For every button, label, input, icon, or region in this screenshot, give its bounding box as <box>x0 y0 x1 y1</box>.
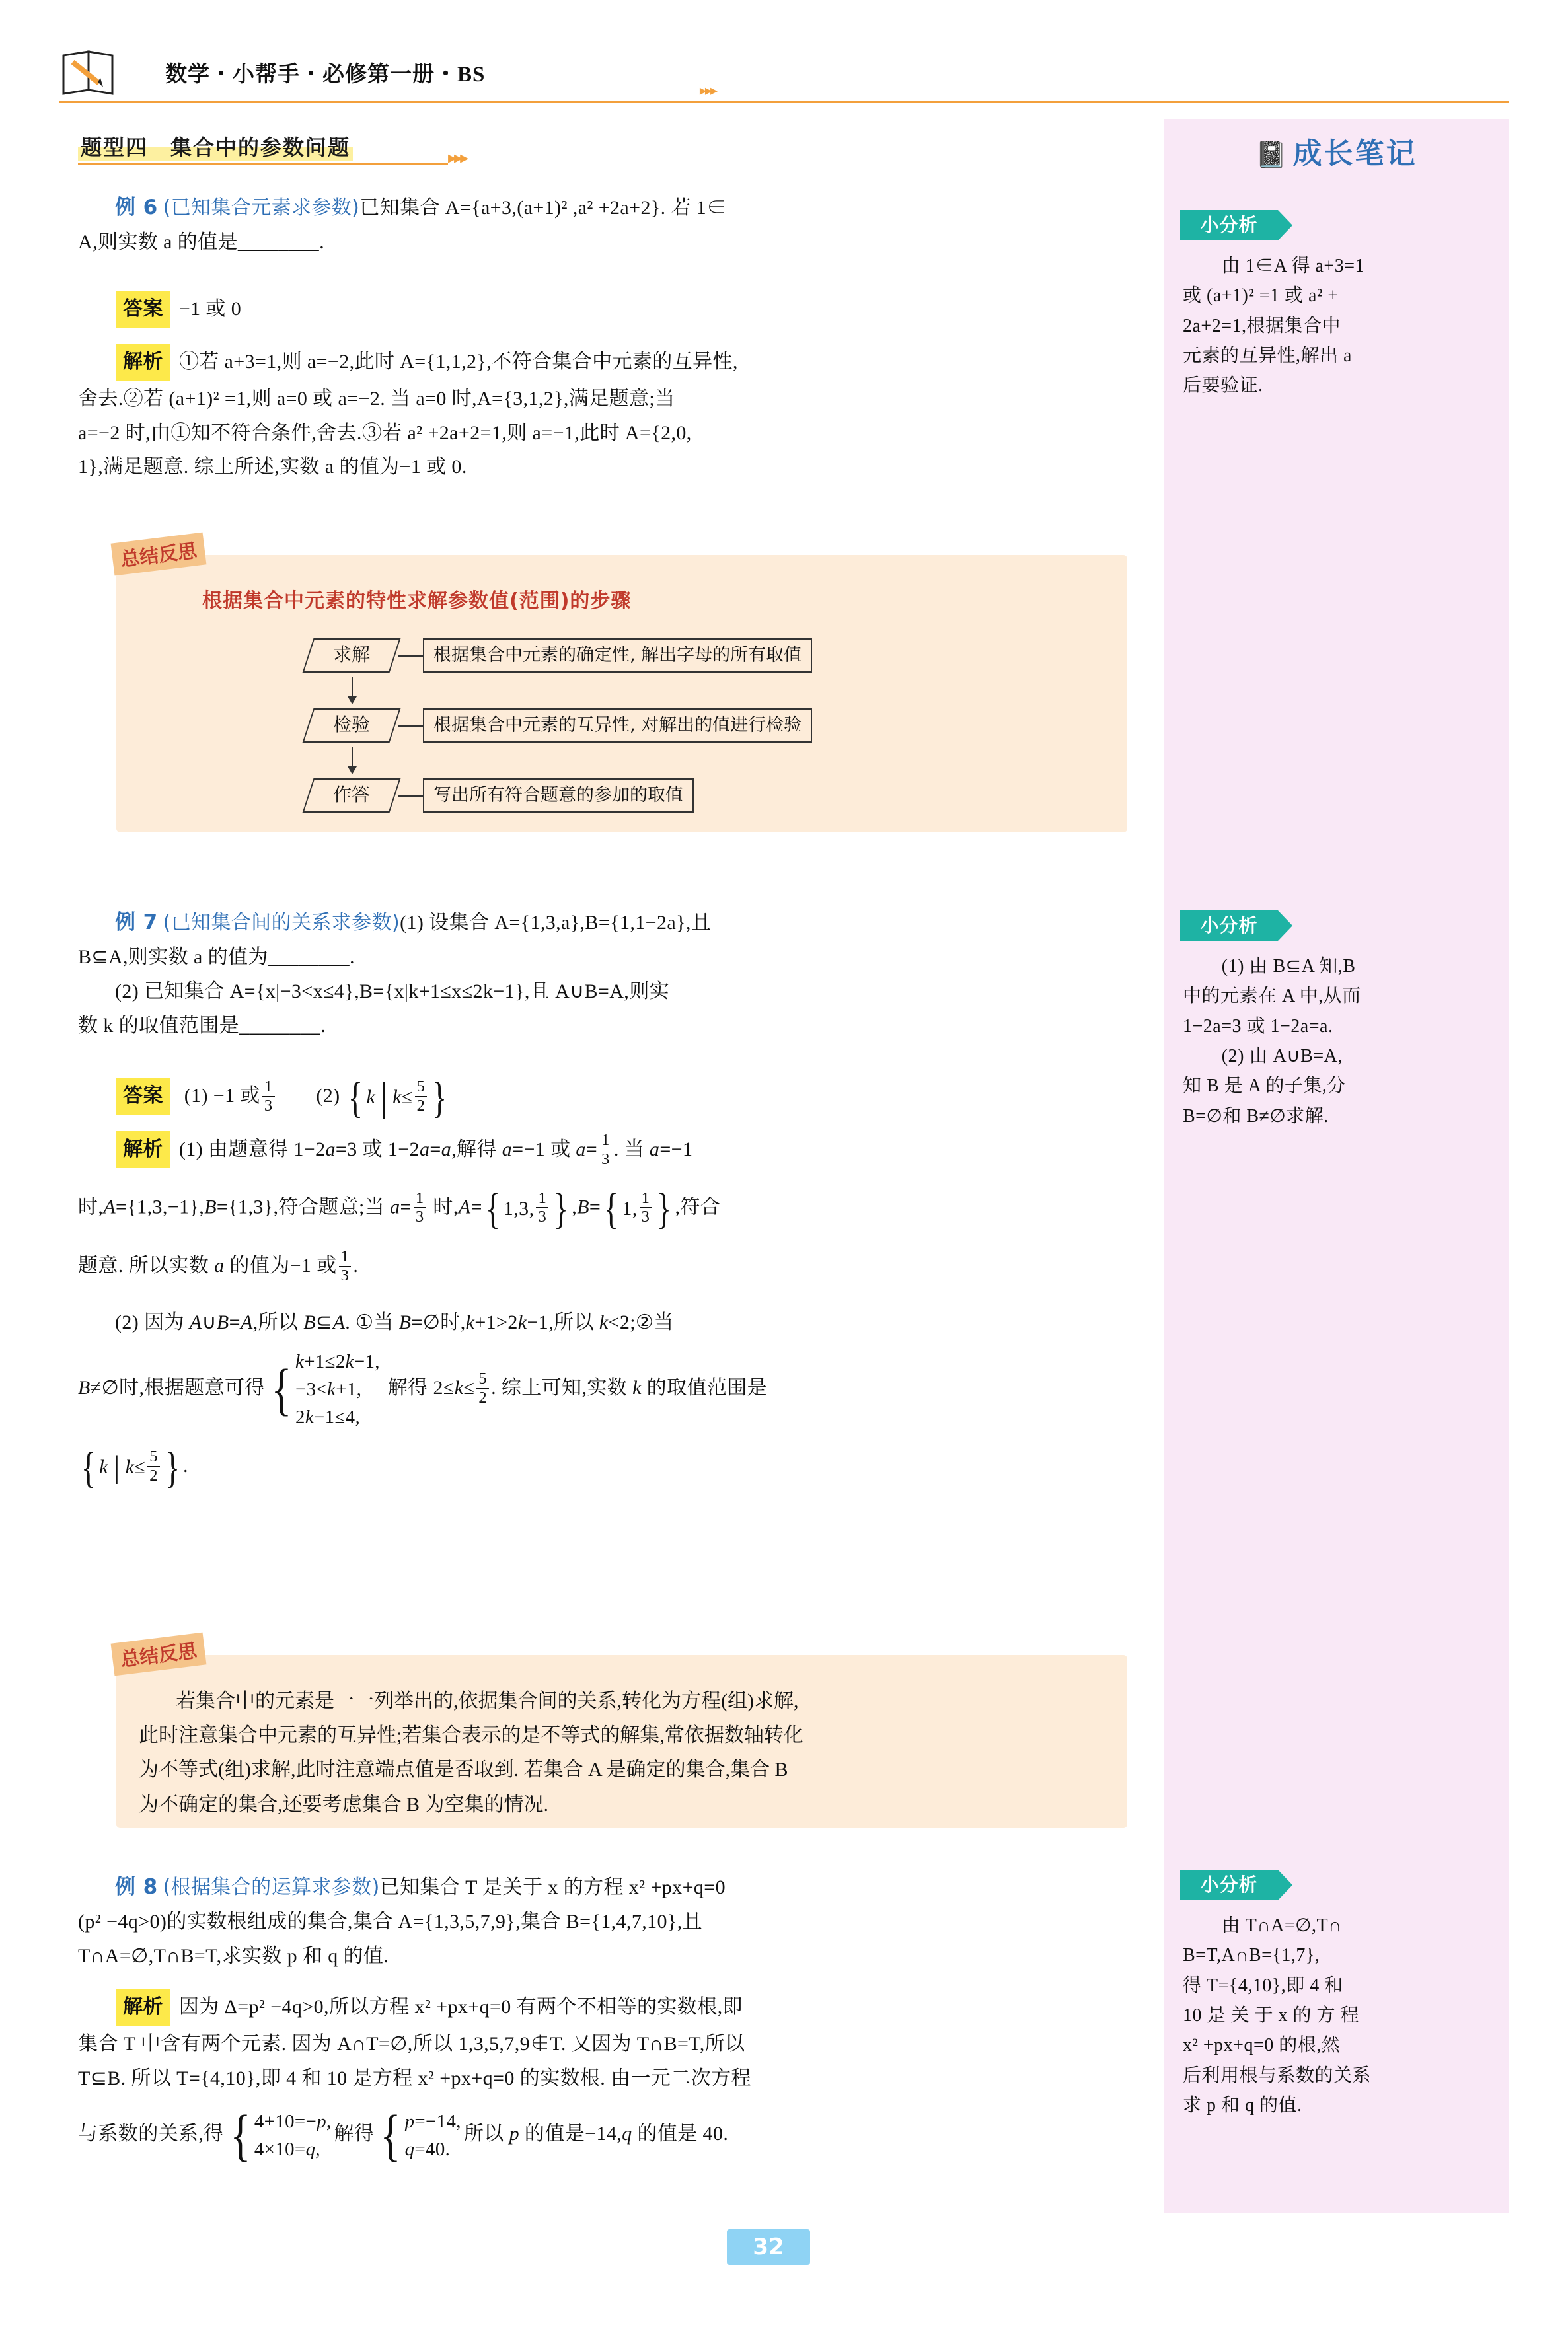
example-6-analysis-line3: a=−2 时,由①知不符合条件,舍去.③若 a² +2a+2=1,则 a=−1,此时 A={2,0, <box>78 422 692 444</box>
flow-desc-1: 根据集合中元素的确定性, 解出字母的所有取值 <box>423 638 812 673</box>
summary-box-1 <box>116 539 1127 832</box>
example-7-answer-2-prefix: (2) <box>316 1085 340 1107</box>
example-8-analysis-rest <box>78 2027 1148 2095</box>
example-8-analysis-head <box>116 1989 1135 2026</box>
page-number-badge: 32 <box>727 2229 810 2265</box>
answer-tag: 答案 <box>116 291 170 328</box>
growth-notes-title: 成长笔记 <box>1292 137 1417 170</box>
example-6-label: 例 6 <box>115 196 158 219</box>
example-8-analysis-line2: 集合 T 中含有两个元素. 因为 A∩T=∅,所以 1,3,5,7,9∉T. 又因为 T∩B=T,所以 <box>78 2033 745 2055</box>
system-of-inequalities: { k+1≤2k−1, −3<k+1, 2k−1≤4, <box>271 1351 380 1428</box>
section-title-text: 题型四 集合中的参数问题 <box>78 135 353 161</box>
sidebar-note-2-l1: (1) 由 B⊆A 知,B <box>1221 956 1356 977</box>
example-8-stem-line3: T∩A=∅,T∩B=T,求实数 p 和 q 的值. <box>78 1944 389 1967</box>
flow-desc-3: 写出所有符合题意的参加的取值 <box>423 778 694 813</box>
example-6-analysis-line2: 舍去.②若 (a+1)² =1,则 a=0 或 a=−2. 当 a=0 时,A={3,1,2},满足题意;当 <box>78 388 675 410</box>
sidebar-note-2 <box>1183 951 1488 1131</box>
flow-row-1 <box>308 638 1068 674</box>
system-solution: { p=−14, q=40. <box>380 2102 461 2167</box>
tag-analysis-1: 小分析 <box>1180 210 1278 240</box>
sidebar-note-3-l1: 由 T∩A=∅,T∩ <box>1221 1915 1342 1936</box>
sidebar-note-1-l2: 或 (a+1)² =1 或 a² + <box>1183 285 1339 307</box>
example-7-analysis-head: 解析 (1) 由题意得 1−2a=3 或 1−2a=a,解得 a=−1 或 a= $\frac{1}{3}$ . 当 a=−1 <box>116 1131 1135 1169</box>
example-6-analysis <box>116 344 1135 381</box>
example-6-stem-line2: A,则实数 a 的值是________. <box>78 231 324 254</box>
example-6-answer-value: −1 或 0 <box>178 298 242 320</box>
example-7-stem-line4: 数 k 的取值范围是________. <box>78 1014 326 1037</box>
example-7-analysis-l3: 题意. 所以实数 a 的值为−1 或 $\frac{1}{3}$ . <box>78 1247 359 1284</box>
example-7-analysis-l6: { k | k ≤ $\frac{5}{2}$ } . <box>81 1443 188 1492</box>
tag-analysis-3: 小分析 <box>1180 1870 1278 1900</box>
flow-connector-1 <box>398 655 423 657</box>
sidebar-note-3-l3: 得 T={4,10},即 4 和 <box>1183 1975 1343 1996</box>
example-6-stem-line1: 已知集合 A={a+3,(a+1)² ,a² +2a+2}. 若 1∈ <box>359 197 727 219</box>
book-pencil-logo <box>59 49 116 98</box>
example-8-type: (根据集合的运算求参数) <box>163 1876 380 1899</box>
fraction-one-third: $\frac{1}{3}$ <box>262 1078 275 1115</box>
summary-2-line2: 此时注意集合中元素的互异性;若集合表示的是不等式的解集,常依据数轴转化 <box>139 1724 803 1747</box>
example-8-analysis-final: 与系数的关系,得 { 4+10=−p, 4×10=q, 解得 { p=−14, q=40. 所以 p 的值是−14,q 的值是 40. <box>78 2102 729 2167</box>
section-title-rule <box>78 163 448 165</box>
example-7-stem <box>78 905 1135 1043</box>
summary-body-2 <box>139 1684 1105 1822</box>
growth-notes-title-wrap <box>1255 129 1417 172</box>
example-8-stem <box>78 1870 1135 1974</box>
summary-2-line1: 若集合中的元素是一一列举出的,依据集合间的关系,转化为方程(组)求解, <box>176 1690 799 1712</box>
sidebar-note-3-l6: 后利用根与系数的关系 <box>1183 2065 1372 2086</box>
flow-connector-3 <box>398 795 423 797</box>
sidebar-note-1 <box>1183 251 1488 401</box>
example-7-answer <box>116 1070 1134 1125</box>
example-7-label: 例 7 <box>115 910 158 934</box>
flow-desc-2: 根据集合中元素的互异性, 对解出的值进行检验 <box>423 708 812 743</box>
example-8-analysis-line1: 因为 Δ=p² −4q>0,所以方程 x² +px+q=0 有两个不相等的实数根,即 <box>178 1996 743 2018</box>
summary-box-2 <box>116 1639 1127 1828</box>
flow-step-label-1: 求解 <box>332 644 370 665</box>
example-8-stem-line2: (p² −4q>0)的实数根组成的集合,集合 A={1,3,5,7,9},集合 B={1,4,7,10},且 <box>78 1911 703 1933</box>
example-8-analysis-line3: T⊆B. 所以 T={4,10},即 4 和 10 是方程 x² +px+q=0 的实数根. 由一元二次方程 <box>78 2067 751 2089</box>
example-7-stem-line1: (1) 设集合 A={1,3,a},B={1,1−2a},且 <box>400 912 712 934</box>
example-8-label: 例 8 <box>115 1875 158 1899</box>
flow-row-3 <box>308 778 1068 814</box>
section-title <box>78 131 501 167</box>
sidebar-note-1-l1: 由 1∈A 得 a+3=1 <box>1221 256 1364 276</box>
example-7-analysis-l2: 时,A={1,3,−1},B={1,3},符合题意;当 a= $\frac{1}{3}$ 时,A= { 1,3, $\frac{1}{3}$ } ,B= { 1, $\frac{1}{3}$ } ,符合 <box>78 1185 721 1233</box>
summary-title-1: 根据集合中元素的特性求解参数值(范围)的步骤 <box>202 589 632 612</box>
analysis-tag: 解析 <box>116 1989 170 2026</box>
flow-arrow-1 <box>352 677 353 703</box>
example-6-analysis-line1: ①若 a+3=1,则 a=−2,此时 A={1,1,2},不符合集合中元素的互异性, <box>178 351 738 373</box>
example-7-stem-line2: B⊆A,则实数 a 的值为________. <box>78 946 355 969</box>
header-title: 数学・小帮手・必修第一册・BS <box>165 63 486 87</box>
sidebar-note-2-l4: (2) 由 A∪B=A, <box>1221 1046 1343 1067</box>
tag-analysis-2: 小分析 <box>1180 910 1278 941</box>
example-8-stem-line1: 已知集合 T 是关于 x 的方程 x² +px+q=0 <box>379 1876 726 1898</box>
example-7-analysis-l4: (2) 因为 A∪B=A,所以 B⊆A. ①当 B=∅时,k+1>2k−1,所以 k<2;②当 <box>115 1311 674 1333</box>
example-7-answer-1: (1) −1 或 <box>184 1085 260 1107</box>
flow-row-2 <box>308 708 1068 744</box>
example-7-analysis-l5: B≠∅时,根据题意可得 { k+1≤2k−1, −3<k+1, 2k−1≤4, 解得 2≤k≤ $\frac{5}{2}$ . 综上可知,实数 k 的取值范围是 <box>78 1348 1148 1431</box>
sidebar-note-1-l5: 后要验证. <box>1183 375 1263 396</box>
sidebar-note-1-l3: 2a+2=1,根据集合中 <box>1183 315 1341 336</box>
analysis-tag: 解析 <box>116 1131 170 1168</box>
flow-connector-2 <box>398 725 423 727</box>
sidebar-note-3-l7: 求 p 和 q 的值. <box>1183 2095 1302 2116</box>
answer-tag: 答案 <box>116 1078 170 1115</box>
notebook-icon: 📓 <box>1255 140 1289 169</box>
sidebar-note-2-l5: 知 B 是 A 的子集,分 <box>1183 1076 1346 1097</box>
growth-notes-heading <box>1164 129 1509 202</box>
sidebar-note-3 <box>1183 1911 1488 2121</box>
example-6-analysis-rest <box>78 382 1135 484</box>
example-7-type: (已知集合间的关系求参数) <box>163 911 400 934</box>
summary-tag-2: 总结反思 <box>111 1633 207 1676</box>
flow-step-label-3: 作答 <box>332 784 370 805</box>
summary-2-line3: 为不等式(组)求解,此时注意端点值是否取到. 若集合 A 是确定的集合,集合 B <box>139 1759 788 1781</box>
example-7-answer-2-set: { k | k ≤ $\frac{5}{2}$ } <box>348 1073 447 1122</box>
system-sum-product: { 4+10=−p, 4×10=q, <box>229 2102 332 2167</box>
section-title-arrows: ▸▸▸ <box>448 148 467 167</box>
page-header <box>59 46 1509 103</box>
summary-tag-1: 总结反思 <box>111 533 207 576</box>
sidebar-note-2-l2: 中的元素在 A 中,从而 <box>1183 986 1361 1007</box>
sidebar-note-1-l4: 元素的互异性,解出 a <box>1183 346 1352 367</box>
example-6-answer <box>116 291 1134 328</box>
summary-2-line4: 为不确定的集合,还要考虑集合 B 为空集的情况. <box>139 1793 549 1816</box>
sidebar-note-3-l2: B=T,A∩B={1,7}, <box>1183 1945 1320 1966</box>
sidebar-note-3-l5: x² +px+q=0 的根,然 <box>1183 2035 1341 2056</box>
flow-step-label-2: 检验 <box>332 714 370 735</box>
flow-arrow-2 <box>352 747 353 773</box>
example-6-type: (已知集合元素求参数) <box>163 196 360 219</box>
example-6-analysis-line4: 1},满足题意. 综上所述,实数 a 的值为−1 或 0. <box>78 456 467 478</box>
example-6-stem <box>78 190 1135 260</box>
sidebar-note-3-l4: 10 是 关 于 x 的 方 程 <box>1183 2005 1360 2026</box>
example-7-stem-line3: (2) 已知集合 A={x|−3<x≤4},B={x|k+1≤x≤2k−1},且 A∪B=A,则实 <box>115 980 669 1002</box>
sidebar-note-2-l6: B=∅和 B≠∅求解. <box>1183 1105 1329 1126</box>
analysis-tag: 解析 <box>116 344 170 381</box>
header-arrow-decoration: ▸▸▸ <box>699 82 716 98</box>
sidebar-note-2-l3: 1−2a=3 或 1−2a=a. <box>1183 1015 1333 1037</box>
